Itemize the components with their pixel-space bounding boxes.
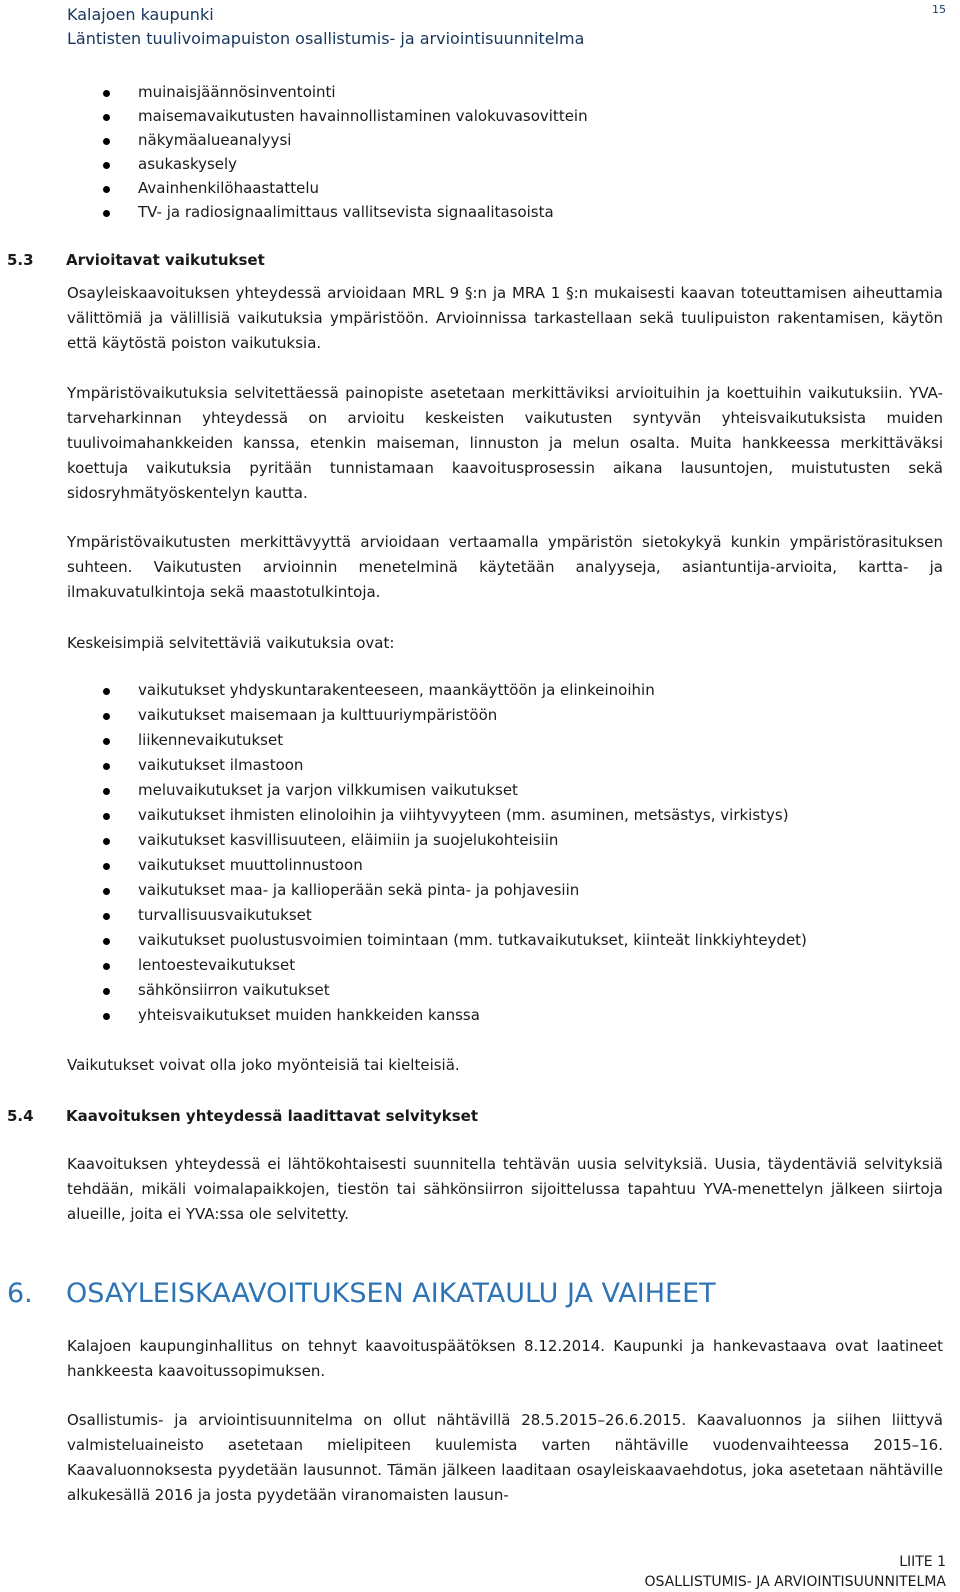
page-header xyxy=(67,3,584,51)
chapter-heading-6 xyxy=(7,1276,716,1312)
impacts-list xyxy=(0,678,960,1028)
list-item: vaikutukset maa- ja kallioperään sekä pinta- ja pohjavesiin xyxy=(0,878,960,903)
list-item: yhteisvaikutukset muiden hankkeiden kanssa xyxy=(0,1003,960,1028)
list-item: maisemavaikutusten havainnollistaminen valokuvasovittein xyxy=(0,104,960,128)
paragraph: Kalajoen kaupunginhallitus on tehnyt kaavoituspäätöksen 8.12.2014. Kaupunki ja hankevastaava ovat laatineet hankkeesta kaavoitussopimuksen. xyxy=(67,1337,943,1380)
paragraph: Ympäristövaikutusten merkittävyyttä arvioidaan vertaamalla ympäristön sietokykyä kunkin ympäristörasituksen suhteen. Vaikutusten arvioinnin menetelminä käytetään analyyseja, asiantuntija-arvioita, kartta- ja ilmakuvatulkintoja sekä maastotulkintoja. xyxy=(67,533,943,601)
list-item: vaikutukset maisemaan ja kulttuuriympäristöön xyxy=(0,703,960,728)
list-item: näkymäalueanalyysi xyxy=(0,128,960,152)
section-number: 5.3 xyxy=(7,251,34,269)
list-item: vaikutukset muuttolinnustoon xyxy=(0,853,960,878)
list-item: liikennevaikutukset xyxy=(0,728,960,753)
section-heading-5-3 xyxy=(7,248,265,272)
list-item: sähkönsiirron vaikutukset xyxy=(0,978,960,1003)
section-number: 5.4 xyxy=(7,1107,34,1125)
section-title: Kaavoituksen yhteydessä laadittavat selvitykset xyxy=(66,1107,478,1125)
list-item: vaikutukset kasvillisuuteen, eläimiin ja suojelukohteisiin xyxy=(0,828,960,853)
page-number: 15 xyxy=(932,3,946,16)
chapter-number: 6. xyxy=(7,1278,33,1309)
list-intro: Keskeisimpiä selvitettäviä vaikutuksia ovat: xyxy=(67,634,395,652)
list-item: lentoestevaikutukset xyxy=(0,953,960,978)
footer-document-label: OSALLISTUMIS- JA ARVIOINTISUUNNITELMA xyxy=(644,1574,946,1590)
paragraph: Osallistumis- ja arviointisuunnitelma on ollut nähtävillä 28.5.2015–26.6.2015. Kaavaluonnos ja siihen liittyvä valmisteluaineisto asetetaan mielipiteen kuulemista varten nähtäville vuodenvaihteessa 2015–16. Kaavaluonnoksesta pyydetään lausunnot. Tämän jälkeen laaditaan osayleiskaavaehdotus, joka asetetaan nähtäville alkukesällä 2016 ja josta pyydetään viranomaisten lausun- xyxy=(67,1411,943,1504)
list-item: vaikutukset yhdyskuntarakenteeseen, maankäyttöön ja elinkeinoihin xyxy=(0,678,960,703)
list-item: vaikutukset ihmisten elinoloihin ja viihtyvyyteen (mm. asuminen, metsästys, virkistys) xyxy=(0,803,960,828)
footer-appendix-label: LIITE 1 xyxy=(899,1554,946,1570)
paragraph: Ympäristövaikutuksia selvitettäessä painopiste asetetaan merkittäviksi arvioituihin ja koettuihin vaikutuksiin. YVA-tarveharkinnan yhteydessä on arvioitu keskeisten vaikutusten syntyvän yhteisvaikutuksista muiden tuulivoimahankkeiden kanssa, etenkin maiseman, linnuston ja melun osalta. Muita hankkeessa merkittäväksi koettuja vaikutuksia pyritään tunnistamaan kaavoitusprosessin aikana lausuntojen, muistutusten sekä sidosryhmätyöskentelyn kautta. xyxy=(67,384,943,502)
section-title: Arvioitavat vaikutukset xyxy=(66,251,265,269)
paragraph: Osayleiskaavoituksen yhteydessä arvioidaan MRL 9 §:n ja MRA 1 §:n mukaisesti kaavan toteuttamisen aiheuttamia välittömiä ja välillisiä vaikutuksia ympäristöön. Arvioinnissa tarkastellaan sekä tuulipuiston rakentamisen, käytön että käytöstä poiston vaikutuksia. xyxy=(67,284,943,352)
paragraph: Vaikutukset voivat olla joko myönteisiä tai kielteisiä. xyxy=(67,1056,460,1074)
header-document-title: Läntisten tuulivoimapuiston osallistumis- ja arviointisuunnitelma xyxy=(67,29,585,48)
list-item: vaikutukset puolustusvoimien toimintaan (mm. tutkavaikutukset, kiinteät linkkiyhteydet) xyxy=(0,928,960,953)
chapter-title: OSAYLEISKAAVOITUKSEN AIKATAULU JA VAIHEET xyxy=(66,1278,716,1309)
list-item: vaikutukset ilmastoon xyxy=(0,753,960,778)
list-item: TV- ja radiosignaalimittaus vallitsevista signaalitasoista xyxy=(0,200,960,224)
header-organization: Kalajoen kaupunki xyxy=(67,5,214,24)
list-item: meluvaikutukset ja varjon vilkkumisen vaikutukset xyxy=(0,778,960,803)
list-item: Avainhenkilöhaastattelu xyxy=(0,176,960,200)
survey-methods-list xyxy=(0,80,960,224)
list-item: muinaisjäännösinventointi xyxy=(0,80,960,104)
list-item: asukaskysely xyxy=(0,152,960,176)
section-heading-5-4 xyxy=(7,1104,478,1128)
page-footer xyxy=(644,1552,946,1592)
list-item: turvallisuusvaikutukset xyxy=(0,903,960,928)
paragraph: Kaavoituksen yhteydessä ei lähtökohtaisesti suunnitella tehtävän uusia selvityksiä. Uusia, täydentäviä selvityksiä tehdään, mikäli voimalapaikkojen, tiestön tai sähkönsiirron sijoittelussa tapahtuu YVA-menettelyn jälkeen siirtoja alueille, joita ei YVA:ssa ole selvitetty. xyxy=(67,1155,943,1223)
